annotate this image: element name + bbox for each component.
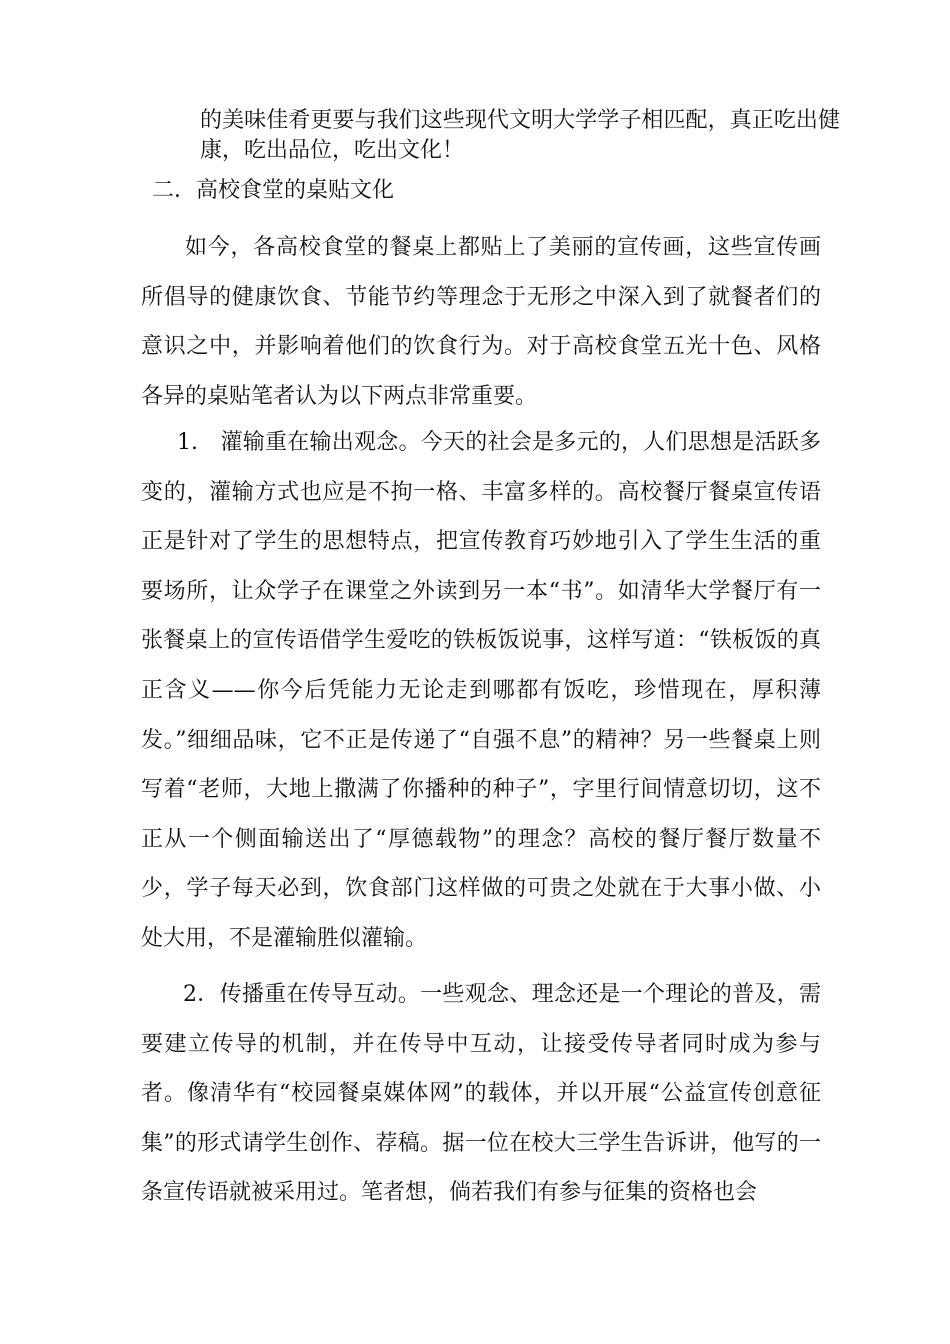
- paragraph-desk-sticker-intro: 如今，各高校食堂的餐桌上都贴上了美丽的宣传画，这些宣传画所倡导的健康饮食、节能节约等理念于无形之中深入到了就餐者们的意识之中，并影响着他们的饮食行为。对于高校食堂五光十色、风格各异的桌贴笔者认为以下两点非常重要。: [141, 235, 821, 409]
- paragraph-point-2: 2．传播重在传导互动。一些观念、理念还是一个理论的普及，需要建立传导的机制，并在传导中互动，让接受传导者同时成为参与者。像清华有“校园餐桌媒体网”的载体，并以开展“公益宣传创意征集”的形式请学生创作、荐稿。据一位在校大三学生告诉讲，他写的一条宣传语就被采用过。笔者想，倘若我们有参与征集的资格也会: [141, 982, 821, 1206]
- section-heading: 二．高校食堂的桌贴文化: [152, 178, 395, 203]
- intro-continuation-text: 的美味佳肴更要与我们这些现代文明大学学子相匹配，真正吃出健康，吃出品位，吃出文化！: [200, 108, 840, 163]
- paragraph-point-1: 1. 灌输重在输出观念。今天的社会是多元的，人们思想是活跃多变的，灌输方式也应是不拘一格、丰富多样的。高校餐厅餐桌宣传语正是针对了学生的思想特点，把宣传教育巧妙地引入了学生生活的重要场所，让众学子在课堂之外读到另一本“书”。如清华大学餐厅有一张餐桌上的宣传语借学生爱吃的铁板饭说事，这样写道：“铁板饭的真正含义——你今后凭能力无论走到哪都有饭吃，珍惜现在，厚积薄发。”细细品味，它不正是传递了“自强不息”的精神？另一些餐桌上则写着“老师，大地上撒满了你播种的种子”，字里行间情意切切，这不正从一个侧面输送出了“厚德载物”的理念？高校的餐厅餐厅数量不少，学子每天必到，饮食部门这样做的可贵之处就在于大事小做、小处大用，不是灌输胜似灌输。: [141, 430, 821, 951]
